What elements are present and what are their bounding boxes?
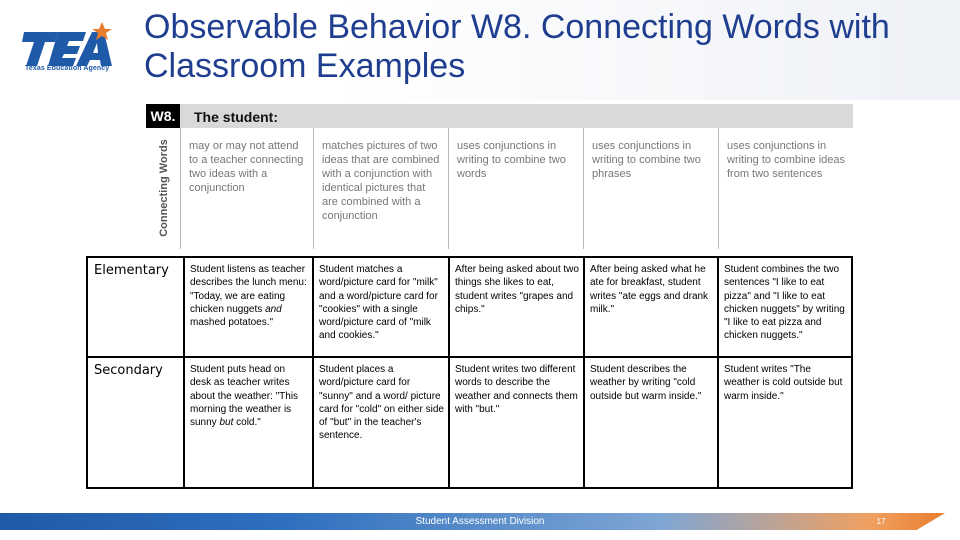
column-divider: [717, 258, 719, 487]
rubric-descriptor-5: uses conjunctions in writing to combine ideas from two sentences: [718, 128, 853, 249]
table-cell: Student combines the two sentences "I like to eat pizza" and "I like to eat chicken nuggets" by writing "I like to eat pizza and chicken nuggets.": [724, 264, 845, 342]
table-cell: Student describes the weather by writing "cold outside but warm inside.": [590, 364, 702, 402]
table-cell: Student listens as teacher describes the lunch menu: "Today, we are eating chicken nuggets and mashed potatoes.": [190, 264, 307, 329]
examples-table: [86, 256, 853, 489]
column-divider: [448, 258, 450, 487]
row-label-secondary: Secondary: [94, 363, 163, 378]
page-number: 17: [876, 517, 886, 526]
rubric-vertical-label: Connecting Words: [158, 139, 170, 237]
table-row: [88, 258, 851, 358]
rubric-descriptor-4: uses conjunctions in writing to combine two phrases: [583, 128, 718, 249]
row-label-elementary: Elementary: [94, 263, 169, 278]
table-cell: Student writes "The weather is cold outside but warm inside.": [724, 364, 843, 402]
rubric-id: W8.: [146, 104, 180, 128]
rubric-header: [146, 104, 853, 249]
table-cell: Student writes two different words to describe the weather and connects them with "but.": [455, 364, 578, 415]
rubric-heading: The student:: [194, 109, 278, 125]
column-divider: [312, 258, 314, 487]
table-cell: Student places a word/picture card for "sunny" and a word/ picture card for "cold" on either side of "but" in the teacher's sentence.: [319, 364, 444, 442]
page-title: Observable Behavior W8. Connecting Words with Classroom Examples: [144, 8, 890, 85]
rubric-descriptor-1: may or may not attend to a teacher connecting two ideas with a conjunction: [180, 128, 313, 249]
table-cell: After being asked what he ate for breakfast, student writes "ate eggs and drank milk.": [590, 264, 709, 315]
table-cell: Student matches a word/picture card for "milk" and a word/picture card for "cookies" with a single word/picture card of "milk and cookies.": [319, 264, 438, 342]
footer-text: Student Assessment Division: [415, 516, 545, 527]
table-cell: Student puts head on desk as teacher writes about the weather: "This morning the weather is sunny but cold.": [190, 364, 299, 429]
column-divider: [183, 258, 185, 487]
table-cell: After being asked about two things she likes to eat, student writes "grapes and chips.": [455, 264, 579, 315]
table-row: [88, 358, 851, 487]
rubric-descriptor-3: uses conjunctions in writing to combine two words: [448, 128, 583, 249]
rubric-descriptor-2: matches pictures of two ideas that are combined with a conjunction with identical pictures that are combined with a conjunction: [313, 128, 448, 249]
logo-subtitle: Texas Education Agency: [25, 65, 110, 72]
column-divider: [583, 258, 585, 487]
